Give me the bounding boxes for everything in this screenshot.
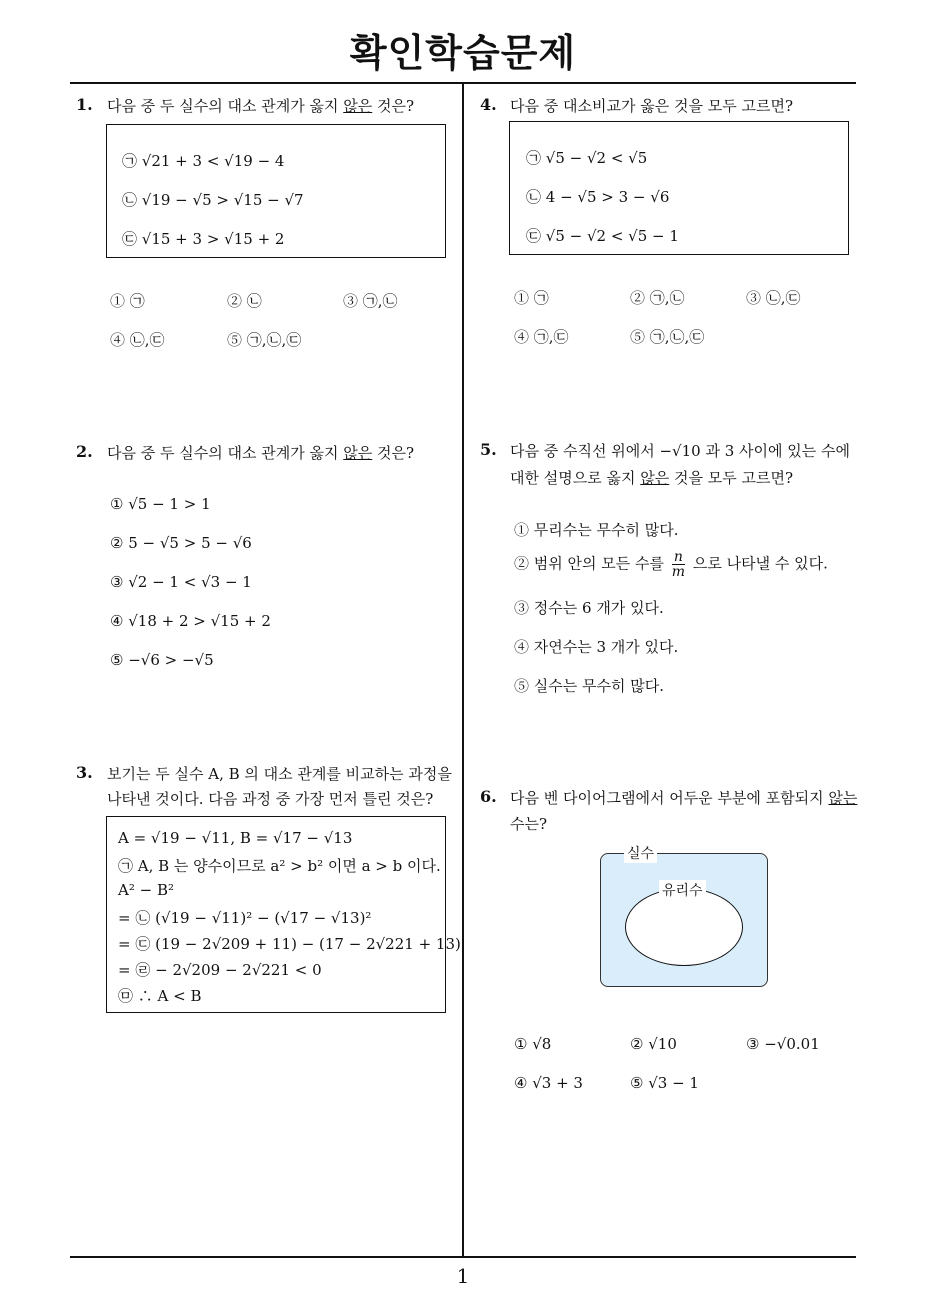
answer-option[interactable]: ③ √2 − 1 < √3 − 1 <box>110 573 252 591</box>
answer-option[interactable]: ④ √18 + 2 > √15 + 2 <box>110 612 271 630</box>
process-line: = ㉣ − 2√209 − 2√221 < 0 <box>118 961 322 979</box>
question-number: 3. <box>76 763 93 782</box>
answer-option[interactable]: ② ㉡ <box>227 292 262 310</box>
question-number: 4. <box>480 95 497 114</box>
bottom-rule <box>70 1256 856 1258</box>
question-text: 다음 중 두 실수의 대소 관계가 옳지 않은 것은? <box>107 97 415 115</box>
process-line: = ㉢ (19 − 2√209 + 11) − (17 − 2√221 + 13) <box>118 935 461 953</box>
question-number: 1. <box>76 95 93 114</box>
process-line: ㉠ A, B 는 양수이므로 a² > b² 이면 a > b 이다. <box>118 857 441 875</box>
venn-outer-label: 실수 <box>624 843 657 863</box>
underlined-word: 않은 <box>343 444 373 462</box>
statement-line: ㉡ √19 − √5 > √15 − √7 <box>122 191 304 209</box>
answer-option[interactable]: ⑤ −√6 > −√5 <box>110 651 214 669</box>
answer-option[interactable]: ② 5 − √5 > 5 − √6 <box>110 534 252 552</box>
statement-line: ㉢ √5 − √2 < √5 − 1 <box>526 227 679 245</box>
answer-option[interactable]: ③ ㉠,㉡ <box>343 292 398 310</box>
answer-option[interactable]: ⑤ 실수는 무수히 많다. <box>514 677 664 695</box>
question-text: 다음 중 두 실수의 대소 관계가 옳지 않은 것은? <box>107 444 415 462</box>
answer-option[interactable]: ⑤ ㉠,㉡,㉢ <box>227 331 302 349</box>
answer-option[interactable]: ① ㉠ <box>110 292 145 310</box>
question-text-line: 다음 중 수직선 위에서 −√10 과 3 사이에 있는 수에 <box>510 442 851 460</box>
column-divider <box>462 83 464 1257</box>
question-number: 6. <box>480 787 497 806</box>
question-text-line: 수는? <box>510 815 548 833</box>
answer-option[interactable]: ④ ㉠,㉢ <box>514 328 569 346</box>
question-number: 2. <box>76 442 93 461</box>
answer-option[interactable]: ② √10 <box>630 1035 677 1053</box>
fraction: $\frac{n}{m}$ <box>671 549 686 580</box>
question-text-line: 대한 설명으로 옳지 않은 것을 모두 고르면? <box>510 469 793 487</box>
venn-inner-label: 유리수 <box>659 880 706 900</box>
answer-option[interactable]: ⑤ √3 − 1 <box>630 1074 699 1092</box>
answer-option[interactable]: ① √5 − 1 > 1 <box>110 495 211 513</box>
answer-option[interactable]: ④ 자연수는 3 개가 있다. <box>514 638 679 656</box>
process-line: A² − B² <box>118 881 174 899</box>
question-text: 다음 중 대소비교가 옳은 것을 모두 고르면? <box>510 97 793 115</box>
underlined-word: 않는 <box>828 789 858 807</box>
statement-line: ㉠ √5 − √2 < √5 <box>526 149 648 167</box>
statement-line: ㉠ √21 + 3 < √19 − 4 <box>122 152 285 170</box>
question-text-line: 다음 벤 다이어그램에서 어두운 부분에 포함되지 않는 <box>510 789 858 807</box>
question-text-line: 나타낸 것이다. 다음 과정 중 가장 먼저 틀린 것은? <box>107 790 434 808</box>
page-title: 확인학습문제 <box>349 31 577 75</box>
underlined-word: 않은 <box>343 97 373 115</box>
process-line: ㉤ ∴ A < B <box>118 987 202 1005</box>
answer-option[interactable]: ① 무리수는 무수히 많다. <box>514 521 679 539</box>
answer-option[interactable]: ④ ㉡,㉢ <box>110 331 165 349</box>
question-number: 5. <box>480 440 497 459</box>
underlined-word: 않은 <box>640 469 670 487</box>
answer-option[interactable]: ① ㉠ <box>514 289 549 307</box>
answer-option[interactable]: ③ −√0.01 <box>746 1035 820 1053</box>
answer-option[interactable]: ③ 정수는 6 개가 있다. <box>514 599 664 617</box>
question-text-line: 보기는 두 실수 A, B 의 대소 관계를 비교하는 과정을 <box>107 765 452 783</box>
answer-option[interactable]: ⑤ ㉠,㉡,㉢ <box>630 328 705 346</box>
process-line: A = √19 − √11, B = √17 − √13 <box>118 829 353 847</box>
answer-option[interactable]: ③ ㉡,㉢ <box>746 289 801 307</box>
page-number: 1 <box>456 1264 470 1288</box>
answer-option[interactable]: ① √8 <box>514 1035 552 1053</box>
statement-line: ㉡ 4 − √5 > 3 − √6 <box>526 188 670 206</box>
process-line: = ㉡ (√19 − √11)² − (√17 − √13)² <box>118 909 372 927</box>
answer-option[interactable]: ② 범위 안의 모든 수를 $\frac{n}{m}$ 으로 나타낼 수 있다. <box>514 549 828 580</box>
statement-line: ㉢ √15 + 3 > √15 + 2 <box>122 230 285 248</box>
answer-option[interactable]: ④ √3 + 3 <box>514 1074 583 1092</box>
answer-option[interactable]: ② ㉠,㉡ <box>630 289 685 307</box>
